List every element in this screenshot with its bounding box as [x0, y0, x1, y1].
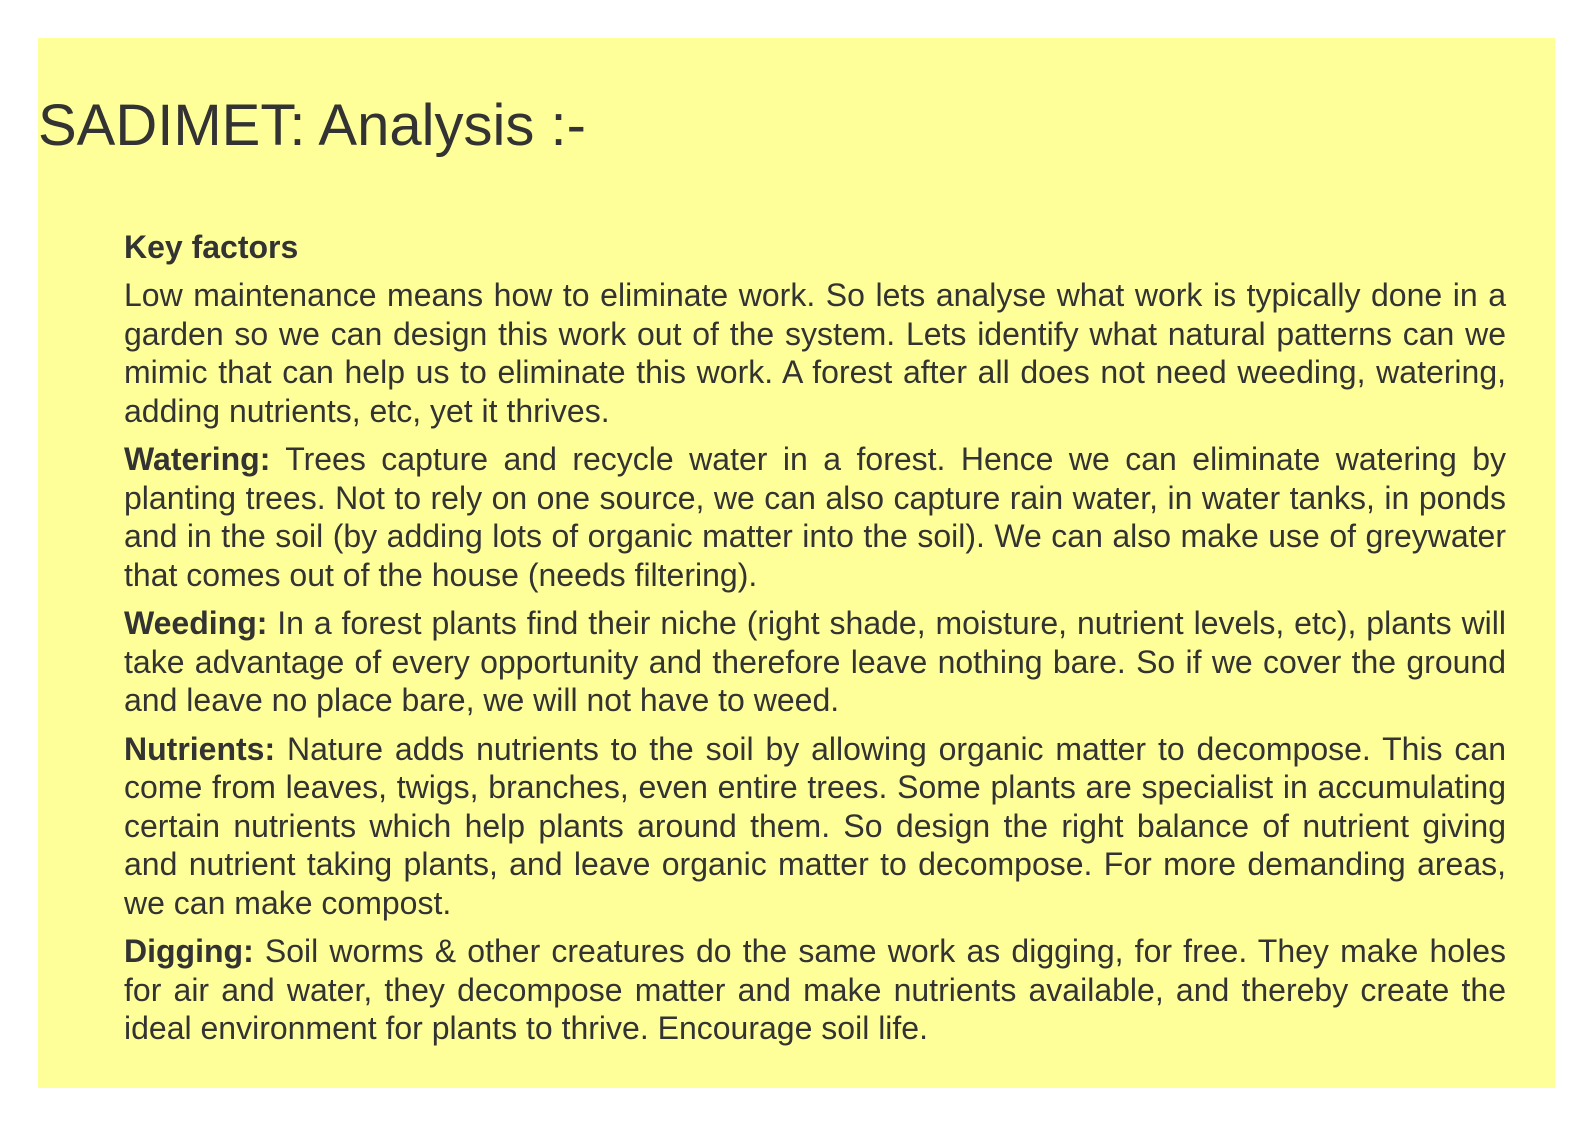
- slide-title: SADIMET: Analysis :-: [38, 93, 586, 158]
- digging-label: Digging:: [124, 933, 254, 969]
- slide-content: [124, 228, 1506, 1058]
- key-factors-heading: Key factors: [124, 229, 299, 265]
- watering-label: Watering:: [124, 441, 271, 477]
- nutrients-text: Nature adds nutrients to the soil by allowing organic matter to decompose. This can come from leaves, twigs, branches, even entire trees. Some plants are specialist in accumulating certain nutrients which help plants around them. So design the right balance of nutrient giving and nutrient taking plants, and leave organic matter to decompose. For more demanding areas, we can make compost.: [124, 730, 1506, 921]
- nutrients-label: Nutrients:: [124, 730, 276, 767]
- slide: [38, 38, 1555, 1088]
- intro-paragraph: Low maintenance means how to eliminate work. So lets analyse what work is typically done in a garden so we can design this work out of the system. Lets identify what natural patterns can we mimic that can help us to eliminate this work. A forest after all does not need weeding, watering, adding nutrients, etc, yet it thrives.: [124, 277, 1506, 429]
- digging-paragraph: [124, 932, 1506, 1048]
- weeding-label: Weeding:: [124, 605, 268, 641]
- weeding-text: In a forest plants find their niche (right shade, moisture, nutrient levels, etc), plants will take advantage of every opportunity and therefore leave nothing bare. So if we cover the ground and leave no place bare, we will not have to weed.: [124, 605, 1506, 718]
- nutrients-paragraph: [124, 730, 1506, 923]
- watering-text: Trees capture and recycle water in a forest. Hence we can eliminate watering by planting trees. Not to rely on one source, we can also capture rain water, in water tanks, in ponds and in the soil (by adding lots of organic matter into the soil). We can also make use of greywater that comes out of the house (needs filtering).: [124, 441, 1506, 593]
- watering-paragraph: [124, 440, 1506, 594]
- weeding-paragraph: [124, 604, 1506, 720]
- digging-text: Soil worms & other creatures do the same work as digging, for free. They make holes for air and water, they decompose matter and make nutrients available, and thereby create the ideal environment for plants to thrive. Encourage soil life.: [124, 933, 1506, 1046]
